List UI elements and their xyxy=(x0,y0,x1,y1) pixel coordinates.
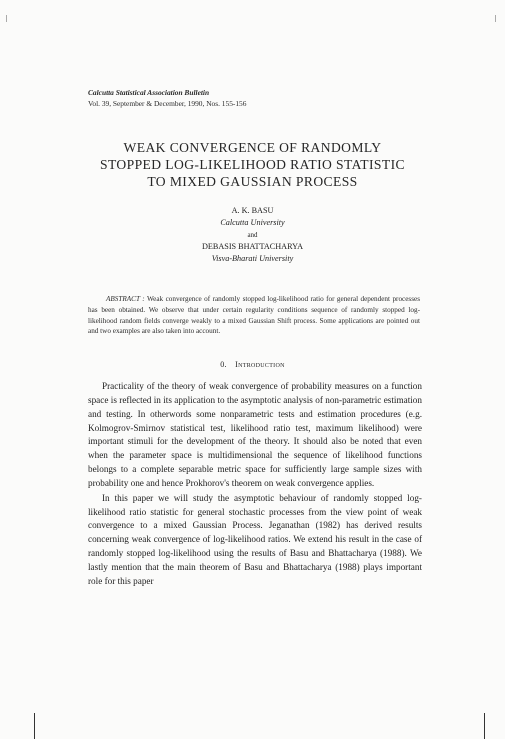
journal-name: Calcutta Statistical Association Bulletin xyxy=(88,88,210,97)
section-number: 0. xyxy=(220,360,227,369)
author-affiliation: Visva-Bharati University xyxy=(211,254,294,263)
body-paragraph: In this paper we will study the asymptotic behaviour of randomly stopped log-likelihood ratio statistic for general stochastic processes from the view point of weak convergence to a mixed Gaussian Process. Jeganathan (1982) has derived results concerning weak convergence of log-likelihood ratios. We extend his result in the case of randomly stopped log-likelihood using the results of Basu and Bhattacharya (1988). We lastly mention that the main theorem of Basu and Bhattacharya (1988) plays important role for this paper xyxy=(88,492,422,586)
author-affiliation: Calcutta University xyxy=(220,218,285,227)
author-conjunction: and xyxy=(247,231,258,239)
author-name: DEBASIS BHATTACHARYA xyxy=(201,242,304,251)
abstract-paragraph xyxy=(88,294,420,337)
author-block xyxy=(0,205,505,265)
title-line-2: STOPPED LOG-LIKELIHOOD RATIO STATISTIC xyxy=(100,157,405,172)
crop-mark xyxy=(34,713,35,739)
body-paragraph: Practicality of the theory of weak convergence of probability measures on a function space is reflected in its application to the asymptotic analysis of non-parametric estimation and testing. In otherwords some nonparametric tests and estimation procedures (e.g. Kolmogrov-Smirnov statistical test, likelihood ratio test, maximum likelihood) were important stimuli for the development of the theory. It should also be noted that even when the parameter space is multidimensional the sequence of likelihood functions belongs to a complete separable metric space for sufficiently large sample sizes with probability one and hence Prokhorov's theorem on weak convergence applies. xyxy=(88,381,422,488)
abstract-label: ABSTRACT : xyxy=(106,295,145,303)
author-name: A. K. BASU xyxy=(231,206,274,215)
journal-header xyxy=(88,88,246,109)
abstract xyxy=(88,294,420,337)
title-line-3: TO MIXED GAUSSIAN PROCESS xyxy=(147,174,358,189)
crop-mark xyxy=(484,713,485,739)
title-line-1: WEAK CONVERGENCE OF RANDOMLY xyxy=(123,140,382,155)
abstract-text: Weak convergence of randomly stopped log-likelihood ratio for general dependent processes has been obtained. We observe that under certain regularity conditions sequence of randomly stopped log-likelihood random fields converge weakly to a mixed Gaussian Shift process. Some applications are pointed out and two examples are also taken into account. xyxy=(88,295,420,336)
paper-title xyxy=(0,139,505,190)
volume-line: Vol. 39, September & December, 1990, Nos. 155-156 xyxy=(88,98,247,108)
section-title: Introduction xyxy=(235,360,285,369)
body-text xyxy=(88,380,422,589)
scan-edge-mark xyxy=(6,15,7,22)
section-heading xyxy=(0,360,505,369)
scan-edge-mark xyxy=(495,15,496,22)
